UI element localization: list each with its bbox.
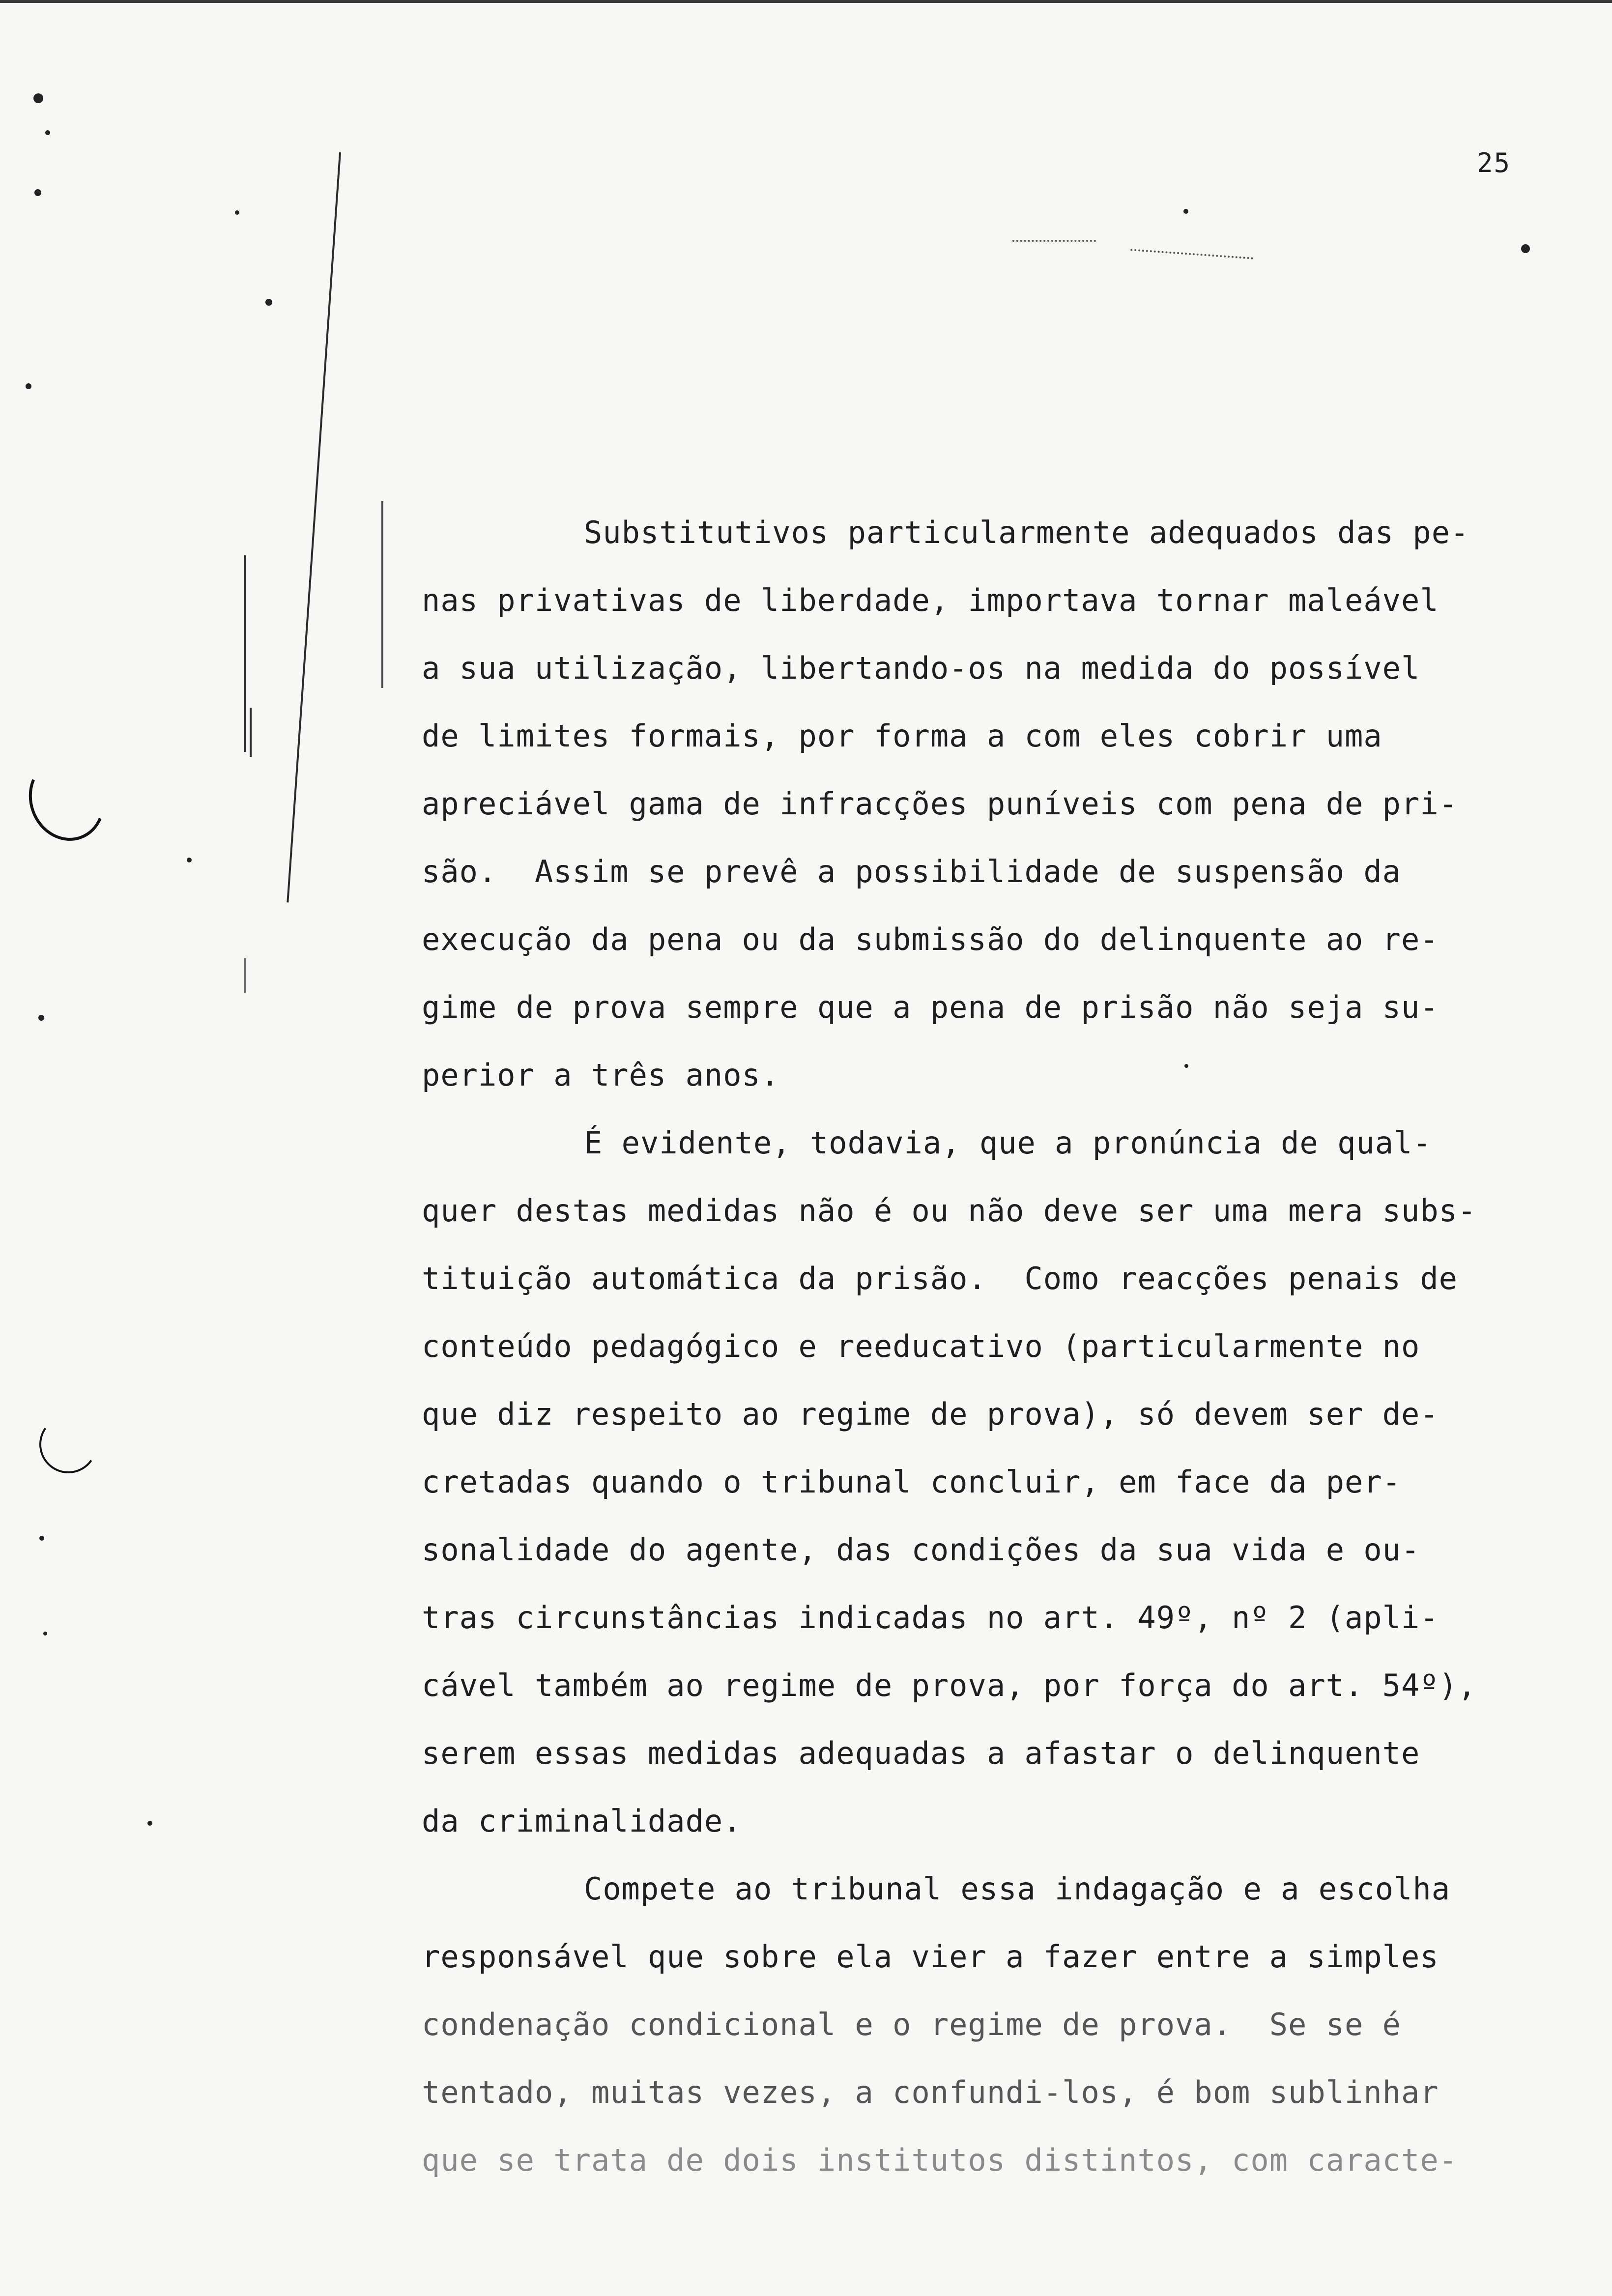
text-line: da criminalidade. [422,1803,742,1839]
scan-dot [1183,209,1188,214]
scan-dot [33,93,43,103]
scan-dot [34,189,41,196]
text-line: nas privativas de liberdade, importava tornar maleável [422,582,1439,618]
text-line: É evidente, todavia, que a pronúncia de qual- [584,1125,1432,1161]
text-line: sonalidade do agente, das condições da sua vida e ou- [422,1532,1420,1568]
text-line: gime de prova sempre que a pena de prisão não seja su- [422,989,1439,1025]
margin-stroke-short-4 [244,958,246,993]
text-line: cável também ao regime de prova, por força do art. 54º), [422,1667,1477,1703]
scan-dot [235,210,239,215]
text-line: de limites formais, por forma a com eles cobrir uma [422,718,1382,754]
scan-dot [265,299,272,306]
text-line: que diz respeito ao regime de prova), só devem ser de- [422,1396,1439,1432]
scan-dot [45,130,50,135]
text-line: que se trata de dois institutos distintos, com caracte- [422,2142,1458,2178]
scan-arc-1 [17,746,116,852]
text-line: quer destas medidas não é ou não deve ser uma mera subs- [422,1193,1477,1229]
scan-arc-2 [35,1411,102,1478]
scan-top-edge [0,0,1612,3]
scan-dot [1521,244,1530,253]
text-line: são. Assim se prevê a possibilidade de suspensão da [422,854,1402,890]
text-line: conteúdo pedagógico e reeducativo (particularmente no [422,1328,1420,1364]
page-number: 25 [1477,147,1511,178]
text-line: responsável que sobre ela vier a fazer entre a simples [422,1939,1439,1975]
text-line: execução da pena ou da submissão do delinquente ao re- [422,921,1439,957]
text-line: condenação condicional e o regime de prova. Se se é [422,2007,1402,2042]
margin-stroke-long [287,152,341,903]
scan-dot [187,858,192,862]
text-line: apreciável gama de infracções puníveis com pena de pri- [422,786,1458,822]
text-line: cretadas quando o tribunal concluir, em face da per- [422,1464,1402,1500]
margin-stroke-short-2 [244,555,246,752]
text-line: a sua utilização, libertando-os na medida do possível [422,650,1420,686]
text-line: tras circunstâncias indicadas no art. 49º, nº 2 (apli- [422,1600,1439,1636]
scan-dot [43,1632,47,1636]
scan-dash-1 [1012,240,1096,242]
text-line: Substitutivos particularmente adequados das pe- [584,515,1469,550]
text-line: perior a três anos. [422,1057,780,1093]
scan-dash-2 [1130,249,1253,259]
text-line: tituição automática da prisão. Como reacções penais de [422,1261,1458,1296]
margin-stroke-short-3 [250,708,252,757]
scan-dot [26,383,31,389]
text-line: serem essas medidas adequadas a afastar o delinquente [422,1735,1420,1771]
text-line: tentado, muitas vezes, a confundi-los, é bom sublinhar [422,2074,1439,2110]
scan-dot [147,1821,152,1826]
scan-dot [39,1536,44,1541]
body-text [422,499,1523,2194]
text-line: Compete ao tribunal essa indagação e a escolha [584,1871,1451,1907]
scan-dot [38,1015,44,1021]
margin-stroke-short-1 [381,501,383,688]
